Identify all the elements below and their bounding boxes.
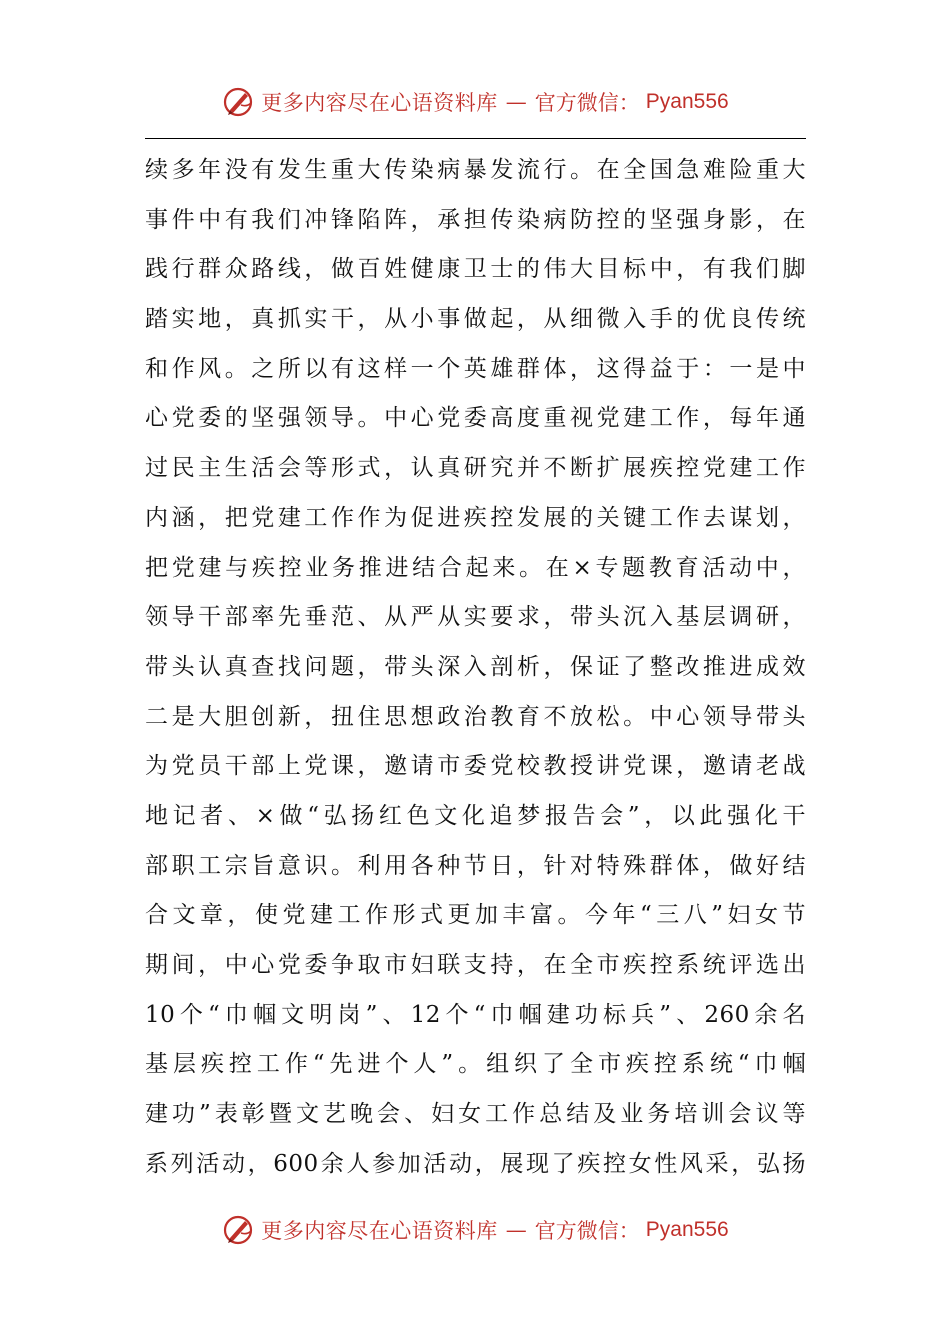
text-line: 内涵，把党建工作作为促进疾控发展的关键工作去谋划， (145, 504, 806, 531)
watermark-text: 更多内容尽在心语资料库 (261, 1219, 498, 1243)
text-line: 把党建与疾控业务推进结合起来。在×专题教育活动中， (145, 554, 806, 581)
header-divider (145, 138, 806, 139)
text-line: 10个“巾帼文明岗”、12个“巾帼建功标兵”、260余名 (145, 1001, 806, 1028)
text-line: 基层疾控工作“先进个人”。组织了全市疾控系统“巾帼 (145, 1051, 806, 1078)
watermark-wechat-label: 官方微信： (534, 1219, 640, 1243)
text-line: 为党员干部上党课，邀请市委党校教授讲党课，邀请老战 (145, 753, 806, 780)
text-line: 心党委的坚强领导。中心党委高度重视党建工作，每年通 (145, 405, 806, 432)
watermark-separator: — (505, 90, 527, 114)
text-line: 系列活动，600余人参加活动，展现了疾控女性风采，弘扬 (145, 1150, 806, 1177)
watermark-wechat-id: Pyan556 (645, 90, 729, 113)
text-line: 事件中有我们冲锋陷阵，承担传染病防控的坚强身影，在 (145, 206, 806, 233)
text-line: 践行群众路线，做百姓健康卫士的伟大目标中，有我们脚 (145, 256, 806, 283)
watermark-separator: — (505, 1218, 527, 1242)
text-line: 二是大胆创新，扭住思想政治教育不放松。中心领导带头 (145, 703, 806, 730)
watermark-wechat-label: 官方微信： (534, 91, 640, 115)
text-line: 部职工宗旨意识。利用各种节日，针对特殊群体，做好结 (145, 852, 806, 879)
text-line: 领导干部率先垂范、从严从实要求，带头沉入基层调研， (145, 604, 806, 631)
document-body (145, 146, 806, 1189)
text-line: 过民主生活会等形式，认真研究并不断扩展疾控党建工作 (145, 455, 806, 482)
pen-logo-icon (221, 85, 255, 119)
watermark-text: 更多内容尽在心语资料库 (261, 91, 498, 115)
header-watermark (0, 82, 950, 122)
text-line: 地记者、×做“弘扬红色文化追梦报告会”，以此强化干 (145, 802, 806, 829)
text-line: 续多年没有发生重大传染病暴发流行。在全国急难险重大 (145, 157, 806, 183)
text-line: 期间，中心党委争取市妇联支持，在全市疾控系统评选出 (145, 952, 806, 978)
text-line: 建功”表彰暨文艺晚会、妇女工作总结及业务培训会议等 (145, 1101, 806, 1128)
pen-logo-icon (221, 1213, 255, 1247)
footer-watermark (0, 1210, 950, 1250)
text-line: 和作风。之所以有这样一个英雄群体，这得益于：一是中 (145, 355, 806, 382)
text-line: 合文章，使党建工作形式更加丰富。今年“三八”妇女节 (145, 902, 806, 929)
text-line: 踏实地，真抓实干，从小事做起，从细微入手的优良传统 (145, 306, 806, 333)
watermark-wechat-id: Pyan556 (645, 1218, 729, 1241)
text-line: 带头认真查找问题，带头深入剖析，保证了整改推进成效 (145, 653, 806, 680)
